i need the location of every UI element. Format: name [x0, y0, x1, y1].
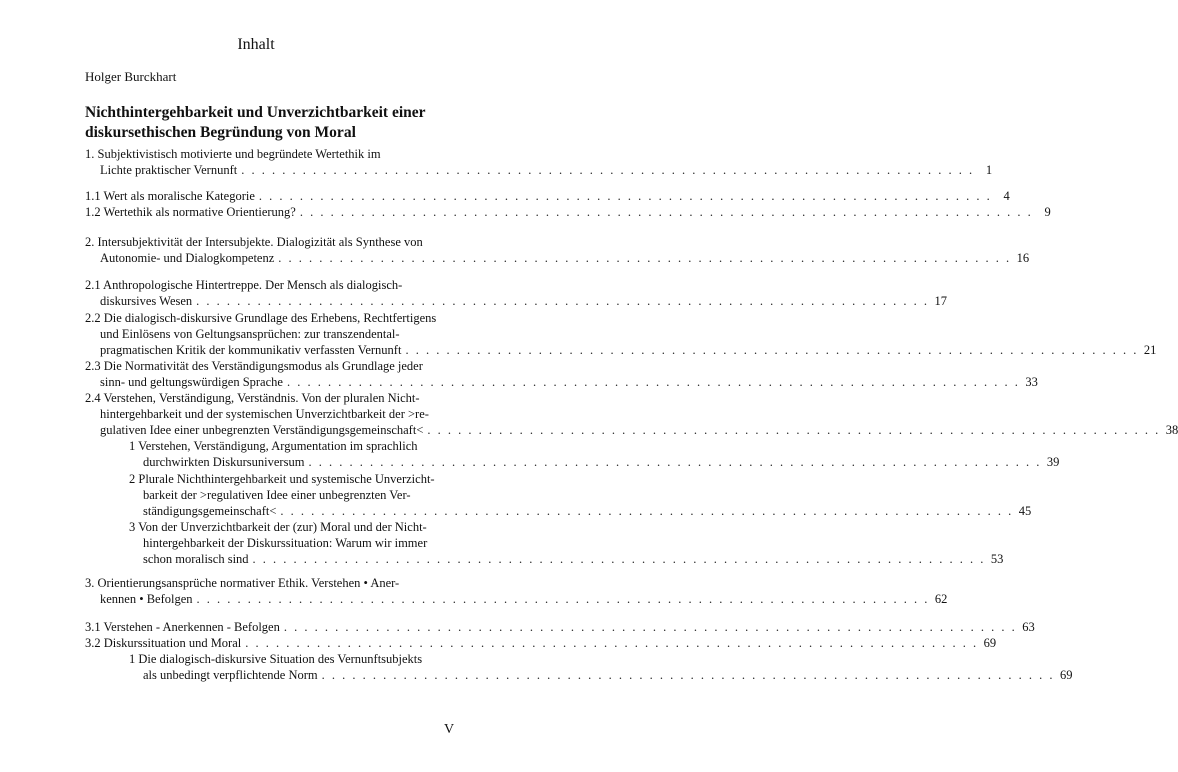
- toc-entry-line: 1 Die dialogisch-diskursive Situation des Vernunftsubjekts: [129, 652, 423, 666]
- author-name: Holger Burckhart: [85, 69, 177, 84]
- toc-entry: [85, 438, 1060, 470]
- toc-page-number: 9: [1044, 205, 1051, 219]
- toc-page-number: 45: [1018, 504, 1032, 518]
- toc-entry-leader-line: [85, 503, 1032, 519]
- toc-entry-line: 2. Intersubjektivität der Intersubjekte. Dialogizität als Synthese von: [85, 235, 423, 249]
- toc-entry-line: und Einlösens von Geltungsansprüchen: zur transzendental-: [100, 327, 400, 341]
- toc-entry-leader-line: [85, 591, 948, 607]
- dot-leader: . . . . . . . . . . . . . . . . . . . . . . . . . . . . . . . . . . . . . . . . . . . . . . . . . . . . . . . . . . . . . . . . . . . . . . . .: [427, 423, 1161, 437]
- dot-leader: . . . . . . . . . . . . . . . . . . . . . . . . . . . . . . . . . . . . . . . . . . . . . . . . . . . . . . . . . . . . . . . . . . . . . . . .: [258, 189, 992, 203]
- toc-entry-leader-line: [85, 422, 1178, 438]
- toc-entry-leader-line: [85, 293, 948, 309]
- toc-entry-line: barkeit der >regulativen Idee einer unbegrenzten Ver-: [143, 488, 411, 502]
- dot-leader: . . . . . . . . . . . . . . . . . . . . . . . . . . . . . . . . . . . . . . . . . . . . . . . . . . . . . . . . . . . . . . . . . . . . . . . .: [245, 636, 979, 650]
- toc-page-number: 53: [990, 552, 1004, 566]
- toc-entry-leader-line: [85, 667, 1073, 683]
- toc-page-number: 21: [1143, 343, 1157, 357]
- toc-entry: [85, 204, 1051, 220]
- toc-page-number: 38: [1165, 423, 1178, 437]
- toc-entry-text: gulativen Idee einer unbegrenzten Verständigungsgemeinschaft<: [100, 423, 424, 437]
- toc-entry-leader-line: [85, 635, 997, 651]
- toc-entry-text: kennen • Befolgen: [100, 592, 193, 606]
- toc-entry-text: 1.1 Wert als moralische Kategorie: [85, 189, 255, 203]
- toc-entry: [85, 358, 1038, 390]
- toc-entry: [85, 390, 1178, 438]
- toc-entry-line: 2.3 Die Normativität des Verständigungsmodus als Grundlage jeder: [85, 359, 423, 373]
- toc-entry: [85, 146, 993, 178]
- toc-entry-line: hintergehbarkeit der Diskurssituation: Warum wir immer: [143, 536, 428, 550]
- dot-leader: . . . . . . . . . . . . . . . . . . . . . . . . . . . . . . . . . . . . . . . . . . . . . . . . . . . . . . . . . . . . . . . . . . . . . . . .: [252, 552, 986, 566]
- dot-leader: . . . . . . . . . . . . . . . . . . . . . . . . . . . . . . . . . . . . . . . . . . . . . . . . . . . . . . . . . . . . . . . . . . . . . . . .: [321, 668, 1055, 682]
- toc-entry-text: diskursives Wesen: [100, 294, 193, 308]
- toc-entry-leader-line: [85, 374, 1038, 390]
- chapter-title-line: Nichthintergehbarkeit und Unverzichtbarkeit einer: [85, 104, 426, 121]
- dot-leader: . . . . . . . . . . . . . . . . . . . . . . . . . . . . . . . . . . . . . . . . . . . . . . . . . . . . . . . . . . . . . . . . . . . . . . . .: [286, 375, 1020, 389]
- toc-entry-text: durchwirkten Diskursuniversum: [143, 455, 305, 469]
- toc-page-number: 39: [1046, 455, 1060, 469]
- toc-entry-leader-line: [85, 188, 1010, 204]
- toc-entry-line: 1 Verstehen, Verständigung, Argumentation im sprachlich: [129, 439, 418, 453]
- toc-entry: [85, 277, 948, 309]
- toc-entry-line: 2.4 Verstehen, Verständigung, Verständnis. Von der pluralen Nicht-: [85, 391, 420, 405]
- toc-entry-leader-line: [85, 342, 1157, 358]
- toc-entry-text: 1.2 Wertethik als normative Orientierung?: [85, 205, 296, 219]
- page-header: Inhalt: [237, 36, 275, 53]
- toc-page-number: 4: [1003, 189, 1010, 203]
- toc-entry-line: 1. Subjektivistisch motivierte und begründete Wertethik im: [85, 147, 381, 161]
- toc-entry-leader-line: [85, 551, 1004, 567]
- toc-page-number: 62: [934, 592, 948, 606]
- dot-leader: . . . . . . . . . . . . . . . . . . . . . . . . . . . . . . . . . . . . . . . . . . . . . . . . . . . . . . . . . . . . . . . . . . . . . . . .: [308, 455, 1042, 469]
- toc-entry-line: 2 Plurale Nichthintergehbarkeit und systemische Unverzicht-: [129, 472, 435, 486]
- toc-entry-text: Lichte praktischer Vernunft: [100, 163, 238, 177]
- toc-entry: [85, 635, 997, 651]
- toc-entry-text: schon moralisch sind: [143, 552, 249, 566]
- toc-entry: [85, 651, 1073, 683]
- toc-entry-text: Autonomie- und Dialogkompetenz: [100, 251, 275, 265]
- toc-entry: [85, 188, 1010, 204]
- toc-entry-line: 2.2 Die dialogisch-diskursive Grundlage des Erhebens, Rechtfertigens: [85, 311, 437, 325]
- toc-entry-text: ständigungsgemeinschaft<: [143, 504, 277, 518]
- dot-leader: . . . . . . . . . . . . . . . . . . . . . . . . . . . . . . . . . . . . . . . . . . . . . . . . . . . . . . . . . . . . . . . . . . . . . . . .: [196, 294, 930, 308]
- toc-page-number: 69: [983, 636, 997, 650]
- toc-entry: [85, 310, 1157, 358]
- page-number: V: [444, 722, 455, 737]
- dot-leader: . . . . . . . . . . . . . . . . . . . . . . . . . . . . . . . . . . . . . . . . . . . . . . . . . . . . . . . . . . . . . . . . . . . . . . . .: [278, 251, 1012, 265]
- dot-leader: . . . . . . . . . . . . . . . . . . . . . . . . . . . . . . . . . . . . . . . . . . . . . . . . . . . . . . . . . . . . . . . . . . . . . . . .: [299, 205, 1033, 219]
- toc-page-number: 1: [985, 163, 993, 177]
- toc-entry-text: pragmatischen Kritik der kommunikativ verfassten Vernunft: [100, 343, 402, 357]
- toc-entry-text: 3.1 Verstehen - Anerkennen - Befolgen: [85, 620, 280, 634]
- toc-entry: [85, 471, 1032, 519]
- toc-entry-leader-line: [85, 204, 1051, 220]
- toc-entry-leader-line: [85, 250, 1030, 266]
- toc-entry-text: als unbedingt verpflichtende Norm: [143, 668, 318, 682]
- toc-entry: [85, 575, 948, 607]
- toc-entry: [85, 519, 1004, 567]
- toc-page-number: 63: [1022, 620, 1035, 634]
- dot-leader: . . . . . . . . . . . . . . . . . . . . . . . . . . . . . . . . . . . . . . . . . . . . . . . . . . . . . . . . . . . . . . . . . . . . . . . .: [241, 163, 975, 177]
- toc-page-number: 33: [1025, 375, 1038, 389]
- toc-entry: [85, 234, 1030, 266]
- toc-entry-text: sinn- und geltungswürdigen Sprache: [100, 375, 283, 389]
- dot-leader: . . . . . . . . . . . . . . . . . . . . . . . . . . . . . . . . . . . . . . . . . . . . . . . . . . . . . . . . . . . . . . . . . . . . . . . .: [283, 620, 1017, 634]
- toc-entry-line: hintergehbarkeit und der systemischen Unverzichtbarkeit der >re-: [100, 407, 429, 421]
- dot-leader: . . . . . . . . . . . . . . . . . . . . . . . . . . . . . . . . . . . . . . . . . . . . . . . . . . . . . . . . . . . . . . . . . . . . . . . .: [196, 592, 930, 606]
- dot-leader: . . . . . . . . . . . . . . . . . . . . . . . . . . . . . . . . . . . . . . . . . . . . . . . . . . . . . . . . . . . . . . . . . . . . . . . .: [280, 504, 1014, 518]
- toc-entry-leader-line: [85, 619, 1035, 635]
- toc-entry-line: 3 Von der Unverzichtbarkeit der (zur) Moral und der Nicht-: [129, 520, 427, 534]
- toc-entry: [85, 619, 1035, 635]
- toc-entry-leader-line: [85, 162, 993, 178]
- toc-page-number: 16: [1016, 251, 1030, 265]
- toc-entry-line: 2.1 Anthropologische Hintertreppe. Der Mensch als dialogisch-: [85, 278, 403, 292]
- chapter-title-line: diskursethischen Begründung von Moral: [85, 124, 356, 141]
- toc-page-number: 69: [1059, 668, 1073, 682]
- toc-page-number: 17: [934, 294, 948, 308]
- toc-entry-text: 3.2 Diskurssituation und Moral: [85, 636, 242, 650]
- chapter-title: [85, 103, 465, 143]
- dot-leader: . . . . . . . . . . . . . . . . . . . . . . . . . . . . . . . . . . . . . . . . . . . . . . . . . . . . . . . . . . . . . . . . . . . . . . . .: [405, 343, 1139, 357]
- toc-entry-line: 3. Orientierungsansprüche normativer Ethik. Verstehen • Aner-: [85, 576, 400, 590]
- toc-entry-leader-line: [85, 454, 1060, 470]
